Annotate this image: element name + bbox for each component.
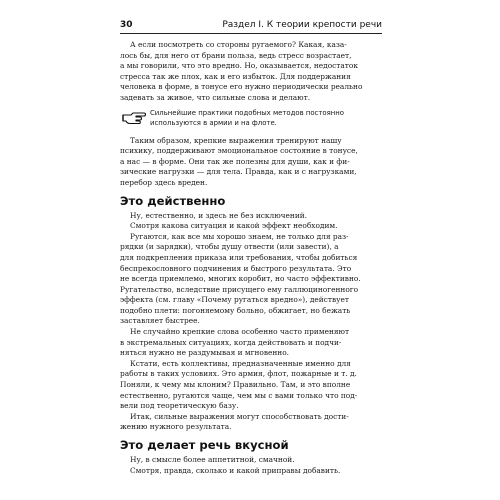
- running-head: Раздел I. К теории крепости речи: [222, 20, 382, 30]
- page-body: [120, 40, 382, 476]
- paragraph-2: Таким образом, крепкие выражения тренируют нашу психику, поддерживают эмоциональное состояние в тонусе, а нас — в форме. Они так же полезны для души, как и фи- зические нагрузки — для тела. Правда, как и с нагрузками, перебор здесь вреден.: [120, 135, 358, 187]
- paragraph-6: Кстати, есть коллективы, предназначенные именно для работы в таких условиях. Это армия, флот, пожарные и т. д. Поняли, к чему мы клоним? Правильно. Там, и это вполне естественно, ругаются чаще, чем мы с вами только что под- вели под теоретическую базу.: [120, 358, 358, 411]
- book-page: [120, 0, 382, 500]
- paragraph-7: Итак, сильные выражения могут способствовать дости- жению нужного результата.: [120, 411, 349, 432]
- paragraph-1: А если посмотреть со стороны ругаемого? Какая, каза- лось бы, для него от брани польза, ведь стресс возрастает, а мы говорили, что это вредно. Но, оказывается, недостаток стресса так же плох, как и его избыток. Для поддержания человека в форме, в тонусе его нужно периодически реально задевать за живое, что сильные слова и делают.: [120, 40, 363, 102]
- page-number: 30: [120, 20, 133, 30]
- section-heading-1: Это действенно: [120, 193, 226, 208]
- page-header: [120, 20, 382, 34]
- section-heading-2: Это делает речь вкусной: [120, 438, 289, 452]
- pointing-hand-icon: [122, 111, 146, 125]
- note-text: Сильнейшие практики подобных методов постоянно используются в армии и на флоте.: [150, 108, 344, 127]
- header-rule: [120, 33, 382, 34]
- paragraph-8: Ну, в смысле более аппетитной, смачной. Смотря, правда, сколько и какой приправы добавить.: [130, 455, 341, 475]
- note-block: [120, 108, 382, 132]
- paragraph-4: Ругаются, как все мы хорошо знаем, не только для раз- рядки (и зарядки), чтобы душу отвести (или завести), а для подкрепления приказа или требования, чтобы добиться беспрекословного подчинения и быстрого результата. Это не всегда приемлемо, многих коробит, но часто эффективно. Ругательство, вследствие присущего ему галлюциногенного эффекта (см. главу «Почему ругаться вредно»), действует подобно плети: погоняемому больно, обжигает, но бежать заставляет быстрее.: [120, 231, 361, 326]
- paragraph-3: Ну, естественно, и здесь не без исключений. Смотря какова ситуация и какой эффект необходим.: [130, 210, 338, 231]
- paragraph-5: Не случайно крепкие слова особенно часто применяют в экстремальных ситуациях, когда действовать и подчи- няться нужно не раздумывая и мгновенно.: [120, 327, 350, 358]
